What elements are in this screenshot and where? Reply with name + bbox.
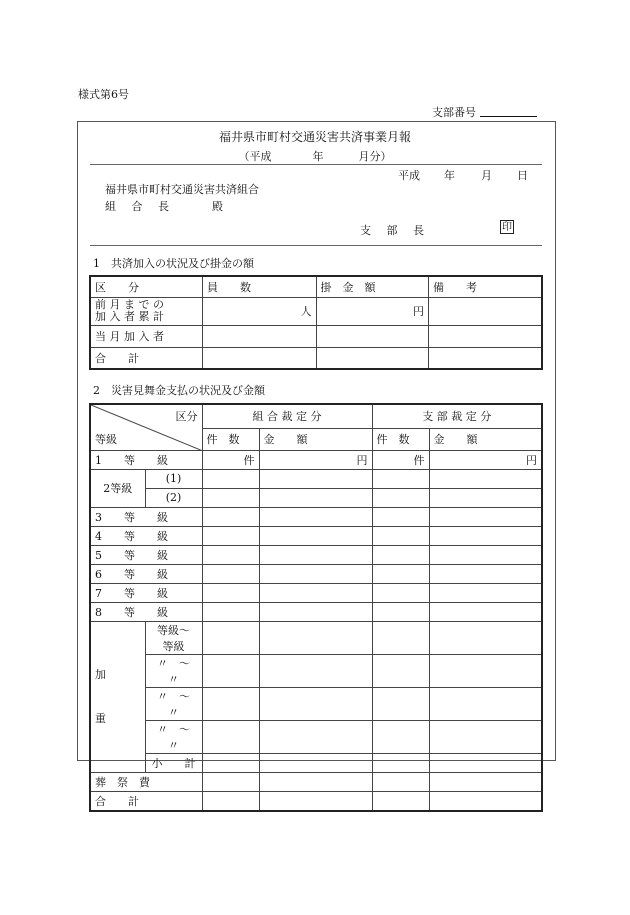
- grade2-sub-label: (2): [145, 488, 202, 507]
- period-open: （平成: [238, 150, 272, 163]
- amount-cell[interactable]: [259, 772, 372, 791]
- sub-header-count: 件 数: [372, 428, 429, 450]
- count-cell[interactable]: [202, 772, 259, 791]
- benefit-table: [89, 403, 543, 812]
- recipient-honorific: 殿: [212, 200, 223, 213]
- sub-header-count: 件 数: [202, 428, 259, 450]
- amount-cell[interactable]: [429, 469, 542, 488]
- premium-cell[interactable]: [316, 325, 428, 347]
- report-title: 福井県市町村交通災害共済事業月報: [218, 130, 411, 144]
- amount-cell[interactable]: [259, 507, 372, 526]
- addition-row-label: 〃 ～ 〃: [145, 654, 202, 687]
- sub-header-amount: 金 額: [259, 428, 372, 450]
- form-number: 様式第6号: [78, 88, 129, 101]
- count-cell[interactable]: [202, 602, 259, 621]
- amount-cell[interactable]: [259, 687, 372, 720]
- grade-label: 7 等 級: [90, 583, 202, 602]
- sender-title: 支 部 長: [360, 224, 430, 237]
- count-cell[interactable]: [372, 545, 429, 564]
- count-cell[interactable]: [372, 772, 429, 791]
- enrollment-table: [89, 275, 543, 370]
- amount-cell[interactable]: [259, 753, 372, 772]
- unit-yen: 円: [526, 453, 537, 467]
- divider: [90, 164, 542, 165]
- label-line: 加 入 者 累 計: [95, 310, 164, 323]
- addition-row-label: 〃 ～ 〃: [145, 687, 202, 720]
- amount-cell[interactable]: [429, 720, 542, 753]
- amount-cell[interactable]: [259, 545, 372, 564]
- premium-cell[interactable]: [316, 297, 428, 325]
- count-cell[interactable]: [372, 791, 429, 811]
- amount-cell[interactable]: [259, 602, 372, 621]
- count-cell[interactable]: [372, 469, 429, 488]
- count-cell[interactable]: [203, 325, 317, 347]
- subtotal-label: 小 計: [145, 753, 202, 772]
- unit-person: 人: [300, 305, 312, 318]
- remarks-cell[interactable]: [428, 297, 542, 325]
- grade-label: 1 等 級: [90, 450, 202, 469]
- count-cell[interactable]: [372, 602, 429, 621]
- header-remarks: 備 考: [428, 276, 542, 297]
- count-cell[interactable]: [372, 526, 429, 545]
- count-cell[interactable]: [372, 687, 429, 720]
- amount-cell[interactable]: [259, 791, 372, 811]
- header-category: 区 分: [90, 276, 203, 297]
- count-cell[interactable]: [202, 545, 259, 564]
- group-header-union: 組 合 裁 定 分: [202, 404, 372, 428]
- amount-cell[interactable]: [259, 488, 372, 507]
- amount-cell[interactable]: [259, 621, 372, 654]
- corner-top-label: 区分: [175, 410, 198, 423]
- count-cell[interactable]: [202, 488, 259, 507]
- amount-cell[interactable]: [429, 545, 542, 564]
- grade-label: 5 等 級: [90, 545, 202, 564]
- header-premium: 掛 金 額: [316, 276, 428, 297]
- amount-cell[interactable]: [429, 791, 542, 811]
- row-label-cumulative: [90, 297, 203, 325]
- count-cell[interactable]: [202, 450, 259, 469]
- amount-cell[interactable]: [429, 654, 542, 687]
- count-cell[interactable]: [372, 450, 429, 469]
- count-cell[interactable]: [203, 347, 317, 369]
- amount-cell[interactable]: [429, 583, 542, 602]
- count-cell[interactable]: [202, 564, 259, 583]
- remarks-cell[interactable]: [428, 325, 542, 347]
- date-era: 平成: [398, 169, 420, 182]
- count-cell[interactable]: [372, 564, 429, 583]
- addition-row-label: 等級～ 等級: [145, 621, 202, 654]
- group-header-branch: 支 部 裁 定 分: [372, 404, 542, 428]
- amount-cell[interactable]: [259, 469, 372, 488]
- branch-number-label: 支部番号: [432, 106, 476, 119]
- report-period: [0, 148, 630, 164]
- amount-cell[interactable]: [429, 564, 542, 583]
- amount-cell[interactable]: [429, 488, 542, 507]
- label-line: 前 月 ま で の: [95, 298, 164, 311]
- period-year: 年: [312, 150, 324, 163]
- amount-cell[interactable]: [429, 450, 542, 469]
- premium-cell[interactable]: [316, 347, 428, 369]
- amount-cell[interactable]: [429, 526, 542, 545]
- amount-cell[interactable]: [259, 720, 372, 753]
- sub-header-amount: 金 額: [429, 428, 542, 450]
- count-cell[interactable]: [372, 753, 429, 772]
- seal-mark: 印: [502, 222, 512, 233]
- period-month: 月分）: [358, 150, 392, 163]
- grade2-label: 2等級: [90, 469, 145, 507]
- addition-row-label: 〃 ～ 〃: [145, 720, 202, 753]
- count-cell[interactable]: [202, 621, 259, 654]
- corner-cell: [90, 404, 202, 450]
- row-label-total: 合 計: [90, 347, 203, 369]
- amount-cell[interactable]: [429, 753, 542, 772]
- unit-count: 件: [413, 453, 425, 467]
- grade-label: 4 等 級: [90, 526, 202, 545]
- unit-yen: 円: [356, 453, 368, 467]
- count-cell[interactable]: [202, 791, 259, 811]
- addition-label: [90, 621, 145, 772]
- count-cell[interactable]: [372, 654, 429, 687]
- count-cell[interactable]: [202, 469, 259, 488]
- amount-cell[interactable]: [259, 564, 372, 583]
- divider: [90, 245, 542, 246]
- recipient-org: 福井県市町村交通災害共済組合: [105, 183, 259, 196]
- amount-cell[interactable]: [429, 602, 542, 621]
- section2-heading: 2 災害見舞金支払の状況及び金額: [93, 384, 265, 397]
- amount-cell[interactable]: [429, 507, 542, 526]
- amount-cell[interactable]: [429, 687, 542, 720]
- amount-cell[interactable]: [259, 583, 372, 602]
- count-cell[interactable]: [202, 583, 259, 602]
- amount-cell[interactable]: [259, 450, 372, 469]
- amount-cell[interactable]: [429, 621, 542, 654]
- date-day: 日: [517, 169, 528, 182]
- remarks-cell[interactable]: [428, 347, 542, 369]
- header-count: 員 数: [203, 276, 317, 297]
- count-cell[interactable]: [372, 621, 429, 654]
- grade-label: 6 等 級: [90, 564, 202, 583]
- grade2-sub-label: (1): [145, 469, 202, 488]
- addition-label-text: 加 重: [95, 667, 128, 725]
- count-cell[interactable]: [372, 720, 429, 753]
- funeral-label: 葬 祭 費: [90, 772, 202, 791]
- amount-cell[interactable]: [429, 772, 542, 791]
- row-label-current: 当 月 加 入 者: [90, 325, 203, 347]
- count-cell[interactable]: [202, 687, 259, 720]
- unit-count: 件: [243, 453, 255, 467]
- count-cell[interactable]: [372, 488, 429, 507]
- count-cell[interactable]: [372, 583, 429, 602]
- date-month: 月: [481, 169, 492, 182]
- count-cell[interactable]: [202, 507, 259, 526]
- count-cell[interactable]: [202, 753, 259, 772]
- grade-label: 3 等 級: [90, 507, 202, 526]
- count-cell[interactable]: [203, 297, 317, 325]
- count-cell[interactable]: [202, 526, 259, 545]
- amount-cell[interactable]: [259, 526, 372, 545]
- recipient-title: 組 合 長: [105, 200, 175, 213]
- section1-heading: 1 共済加入の状況及び掛金の額: [93, 257, 254, 270]
- branch-number-field[interactable]: [480, 116, 537, 117]
- unit-yen: 円: [412, 305, 424, 318]
- date-year: 年: [444, 169, 455, 182]
- grade-label: 8 等 級: [90, 602, 202, 621]
- amount-cell[interactable]: [259, 654, 372, 687]
- corner-bottom-label: 等級: [95, 432, 117, 446]
- count-cell[interactable]: [372, 507, 429, 526]
- count-cell[interactable]: [202, 720, 259, 753]
- total-label: 合 計: [90, 791, 202, 811]
- count-cell[interactable]: [202, 654, 259, 687]
